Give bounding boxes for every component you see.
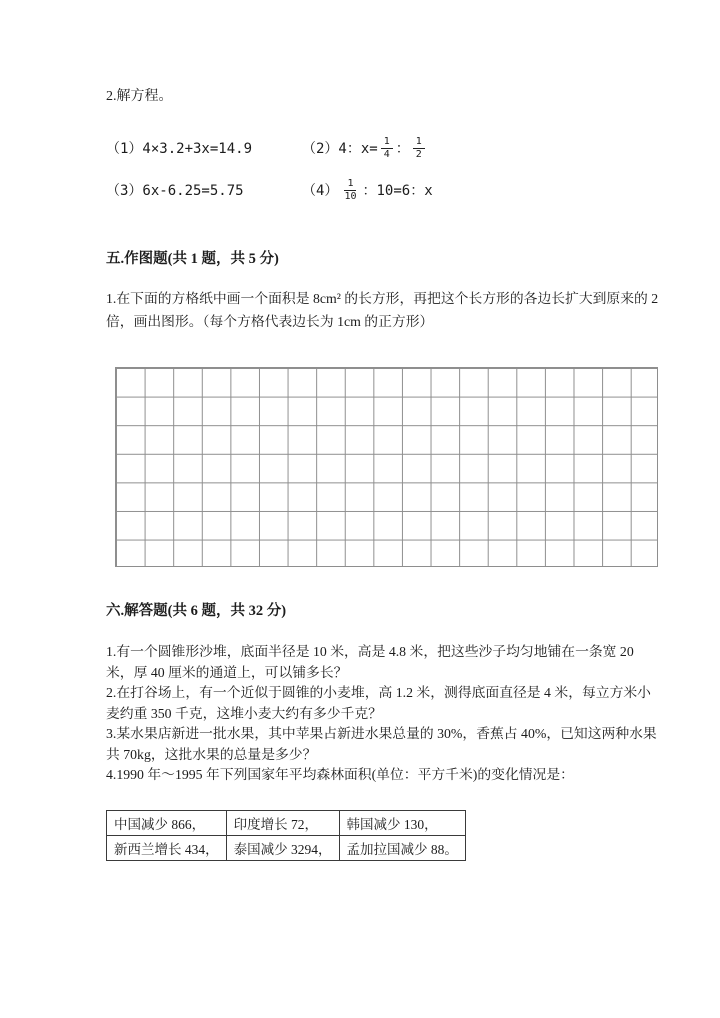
problem-text: 2.在打谷场上，有一个近似于圆锥的小麦堆，高 1.2 米，测得底面直径是 4 米，每立方米小麦约重 350 千克，这堆小麦大约有多少千克？ bbox=[106, 685, 651, 721]
answer-section-title: 六.解答题(共 6 题，共 32 分) bbox=[106, 603, 287, 620]
forest-table-body bbox=[107, 810, 466, 860]
equations-list bbox=[106, 135, 664, 203]
table-row bbox=[107, 835, 466, 860]
fraction: $\frac{1}{2}$ bbox=[413, 136, 425, 160]
equation-text: （2）4：x= bbox=[302, 141, 378, 157]
fraction: $\frac{1}{4}$ bbox=[381, 136, 393, 160]
grid-paper bbox=[115, 367, 658, 567]
equation bbox=[106, 177, 302, 203]
problem-text: 3.某水果店新进一批水果，其中苹果占新进水果总量的 30%，香蕉占 40%，已知这两种水果共 70kg，这批水果的总量是多少？ bbox=[106, 726, 657, 762]
table-cell: 泰国减少 3294， bbox=[226, 835, 339, 860]
problem-text: 4.1990 年～1995 年下列国家年平均森林面积(单位：平方千米)的变化情况是： bbox=[106, 767, 574, 783]
equation-text: （3）6x-6.25=5.75 bbox=[106, 183, 244, 199]
equation bbox=[302, 177, 664, 203]
equation-text: ： bbox=[395, 141, 410, 157]
table-cell: 中国减少 866， bbox=[107, 810, 227, 835]
equation-text: ：10=6：x bbox=[362, 183, 433, 199]
drawing-problem-text: 1.在下面的方格纸中画一个面积是 8cm² 的长方形，再把这个长方形的各边长扩大到原来的 2 倍，画出图形。（每个方格代表边长为 1cm 的正方形） bbox=[106, 291, 659, 329]
problems-list bbox=[106, 642, 664, 786]
table-row bbox=[107, 810, 466, 835]
table-cell: 印度增长 72， bbox=[226, 810, 339, 835]
drawing-section-title: 五.作图题(共 1 题，共 5 分) bbox=[106, 251, 279, 267]
solve-equations-title: 2.解方程。 bbox=[106, 89, 173, 104]
equation-text: （4） bbox=[302, 183, 339, 199]
table-cell: 新西兰增长 434， bbox=[107, 835, 227, 860]
equation bbox=[302, 135, 664, 161]
problem-text: 1.有一个圆锥形沙堆，底面半径是 10 米，高是 4.8 米，把这些沙子均匀地铺在一条宽 20 米，厚 40 厘米的通道上，可以铺多长？ bbox=[106, 644, 634, 680]
forest-table bbox=[106, 810, 466, 861]
table-cell: 孟加拉国减少 88。 bbox=[339, 835, 465, 860]
equation-text: （1）4×3.2+3x=14.9 bbox=[106, 141, 253, 157]
equation bbox=[106, 135, 302, 161]
table-cell: 韩国减少 130， bbox=[339, 810, 465, 835]
fraction: $\frac{1}{10}$ bbox=[344, 178, 357, 202]
